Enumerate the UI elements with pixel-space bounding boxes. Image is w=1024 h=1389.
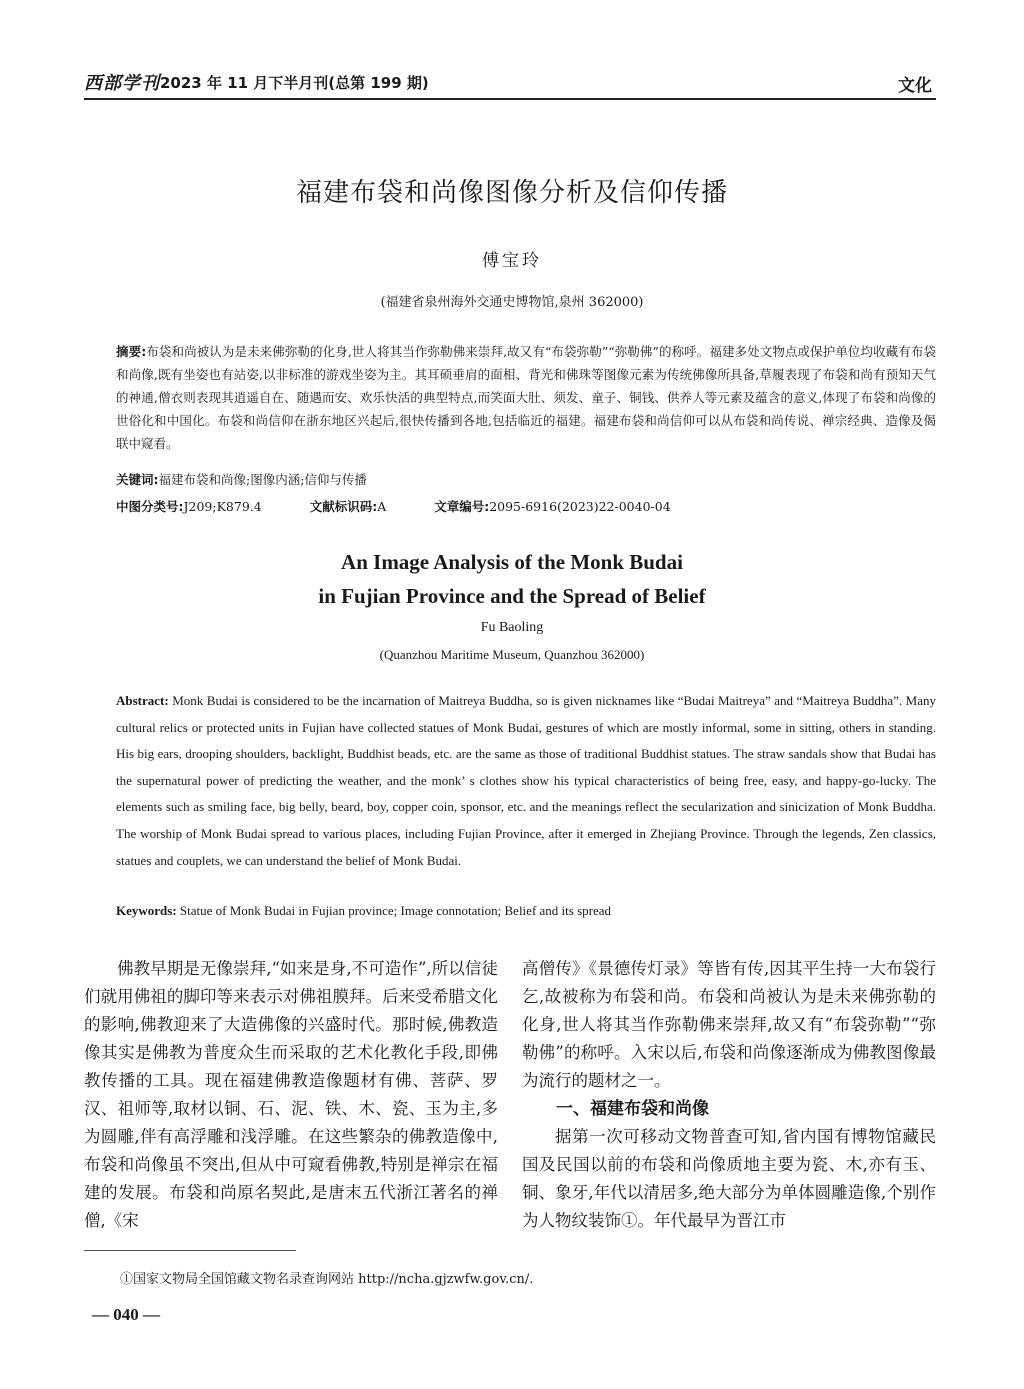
- header-rule: [84, 98, 936, 100]
- affiliation-chinese: (福建省泉州海外交通史博物馆,泉州 362000): [380, 295, 644, 310]
- abstract-english-text: Monk Budai is considered to be the incarnation of Maitreya Buddha, so is given nicknames like “Budai Maitreya” and “Maitreya Buddha”. Many cultural relics or protected units in Fujian have collected statues of Monk Budai, gestures of which are mostly informal, some in sitting, others in standing. His big ears, drooping shoulders, backlight, Buddhist beads, etc. are the same as those of traditional Buddhist statues. The straw sandals show that Budai has the supernatural power of predicting the weather, and the monk’ s clothes show his typical characteristics of being free, easy, and happy-go-lucky. The elements such as smiling face, big belly, beard, boy, copper coin, sponsor, etc. and the meanings reflect the secularization and sinicization of Monk Buddha. The worship of Monk Budai spread to various places, including Fujian Province, after it emerged in Zhejiang Province. Through the legends, Zen classics, statues and couplets, we can understand the belief of Monk Budai.: [116, 693, 937, 868]
- footnote-rule: [84, 1250, 296, 1251]
- body-right-column: [522, 955, 936, 1235]
- body-paragraph-continued: 高僧传》《景德传灯录》等皆有传,因其平生持一大布袋行乞,故被称为布袋和尚。布袋和尚被认为是未来佛弥勒的化身,世人将其当作弥勒佛来崇拜,故又有“布袋弥勒”“弥勒佛”的称呼。入宋以后,布袋和尚像逐渐成为佛教图像最为流行的题材之一。: [522, 959, 936, 1090]
- doc-code-value: A: [377, 499, 387, 514]
- title-chinese: 福建布袋和尚像图像分析及信仰传播: [295, 178, 728, 208]
- section-label: 文化: [898, 76, 932, 96]
- journal-logo: 西部学刊: [84, 73, 160, 94]
- doc-code-label: 文献标识码:: [309, 499, 378, 514]
- keywords-english-text: Statue of Monk Budai in Fujian province; Image connotation; Belief and its spread: [179, 903, 611, 918]
- footnote: ①国家文物局全国馆藏文物名录查询网站 http://ncha.gjzwfw.gov.cn/.: [120, 1272, 534, 1287]
- keywords-chinese-text: 福建布袋和尚像;图像内涵;信仰与传播: [158, 472, 367, 487]
- article-number-label: 文章编号:: [434, 499, 490, 514]
- abstract-chinese-label: 摘要:: [116, 344, 147, 359]
- clc-value: J209;K879.4: [183, 499, 262, 514]
- section-heading: 一、福建布袋和尚像: [556, 1099, 709, 1119]
- author-chinese: 傅宝玲: [482, 251, 542, 271]
- keywords-chinese-label: 关键词:: [116, 472, 159, 487]
- keywords-chinese: [116, 470, 367, 488]
- keywords-english-label: Keywords:: [116, 903, 177, 918]
- classification-line: [116, 497, 936, 515]
- issue-info: 2023 年 11 月下半月刊(总第 199 期): [160, 74, 429, 92]
- abstract-english: [116, 688, 936, 874]
- abstract-chinese-text: 布袋和尚被认为是未来佛弥勒的化身,世人将其当作弥勒佛来崇拜,故又有“布袋弥勒”“弥勒佛”的称呼。福建多处文物点或保护单位均收藏有布袋和尚像,既有坐姿也有站姿,以非标准的游戏坐姿为主。其耳硕垂肩的面相、背光和佛珠等图像元素为传统佛像所具备,草履表现了布袋和尚有预知天气的神通,僧衣则表现其逍遥自在、随遇而安、欢乐快活的典型特点,而笑面大肚、须发、童子、铜钱、供养人等元素及蕴含的意义,体现了布袋和尚像的世俗化和中国化。布袋和尚信仰在浙东地区兴起后,很快传播到各地,包括临近的福建。福建布袋和尚信仰可以从布袋和尚传说、禅宗经典、造像及偈联中窥看。: [116, 344, 937, 451]
- clc-label: 中图分类号:: [116, 499, 184, 514]
- abstract-chinese: [116, 340, 936, 455]
- page-number: — 040 —: [92, 1305, 160, 1324]
- body-paragraph: 佛教早期是无像崇拜,“如来是身,不可造作”,所以信徒们就用佛祖的脚印等来表示对佛祖膜拜。后来受希腊文化的影响,佛教迎来了大造佛像的兴盛时代。那时候,佛教造像其实是佛教为普度众生而采取的艺术化教化手段,即佛教传播的工具。现在福建佛教造像题材有佛、菩萨、罗汉、祖师等,取材以铜、石、泥、铁、木、瓷、玉为主,多为圆雕,伴有高浮雕和浅浮雕。在这些繁杂的佛教造像中,布袋和尚像虽不突出,但从中可窥看佛教,特别是禅宗在福建的发展。布袋和尚原名契此,是唐末五代浙江著名的禅僧,《宋: [84, 959, 498, 1230]
- keywords-english: [116, 903, 936, 919]
- body-left-column: [84, 955, 498, 1235]
- abstract-english-label: Abstract:: [116, 693, 169, 708]
- affiliation-english: (Quanzhou Maritime Museum, Quanzhou 362000): [379, 647, 645, 662]
- title-english-line2: in Fujian Province and the Spread of Belief: [318, 584, 706, 608]
- article-number-value: 2095-6916(2023)22-0040-04: [489, 499, 671, 514]
- body-paragraph: 据第一次可移动文物普查可知,省内国有博物馆藏民国及民国以前的布袋和尚像质地主要为瓷、木,亦有玉、铜、象牙,年代以清居多,绝大部分为单体圆雕造像,个别作为人物纹装饰①。年代最早为晋江市: [522, 1127, 936, 1230]
- author-english: Fu Baoling: [480, 620, 544, 635]
- title-english-line1: An Image Analysis of the Monk Budai: [341, 550, 683, 574]
